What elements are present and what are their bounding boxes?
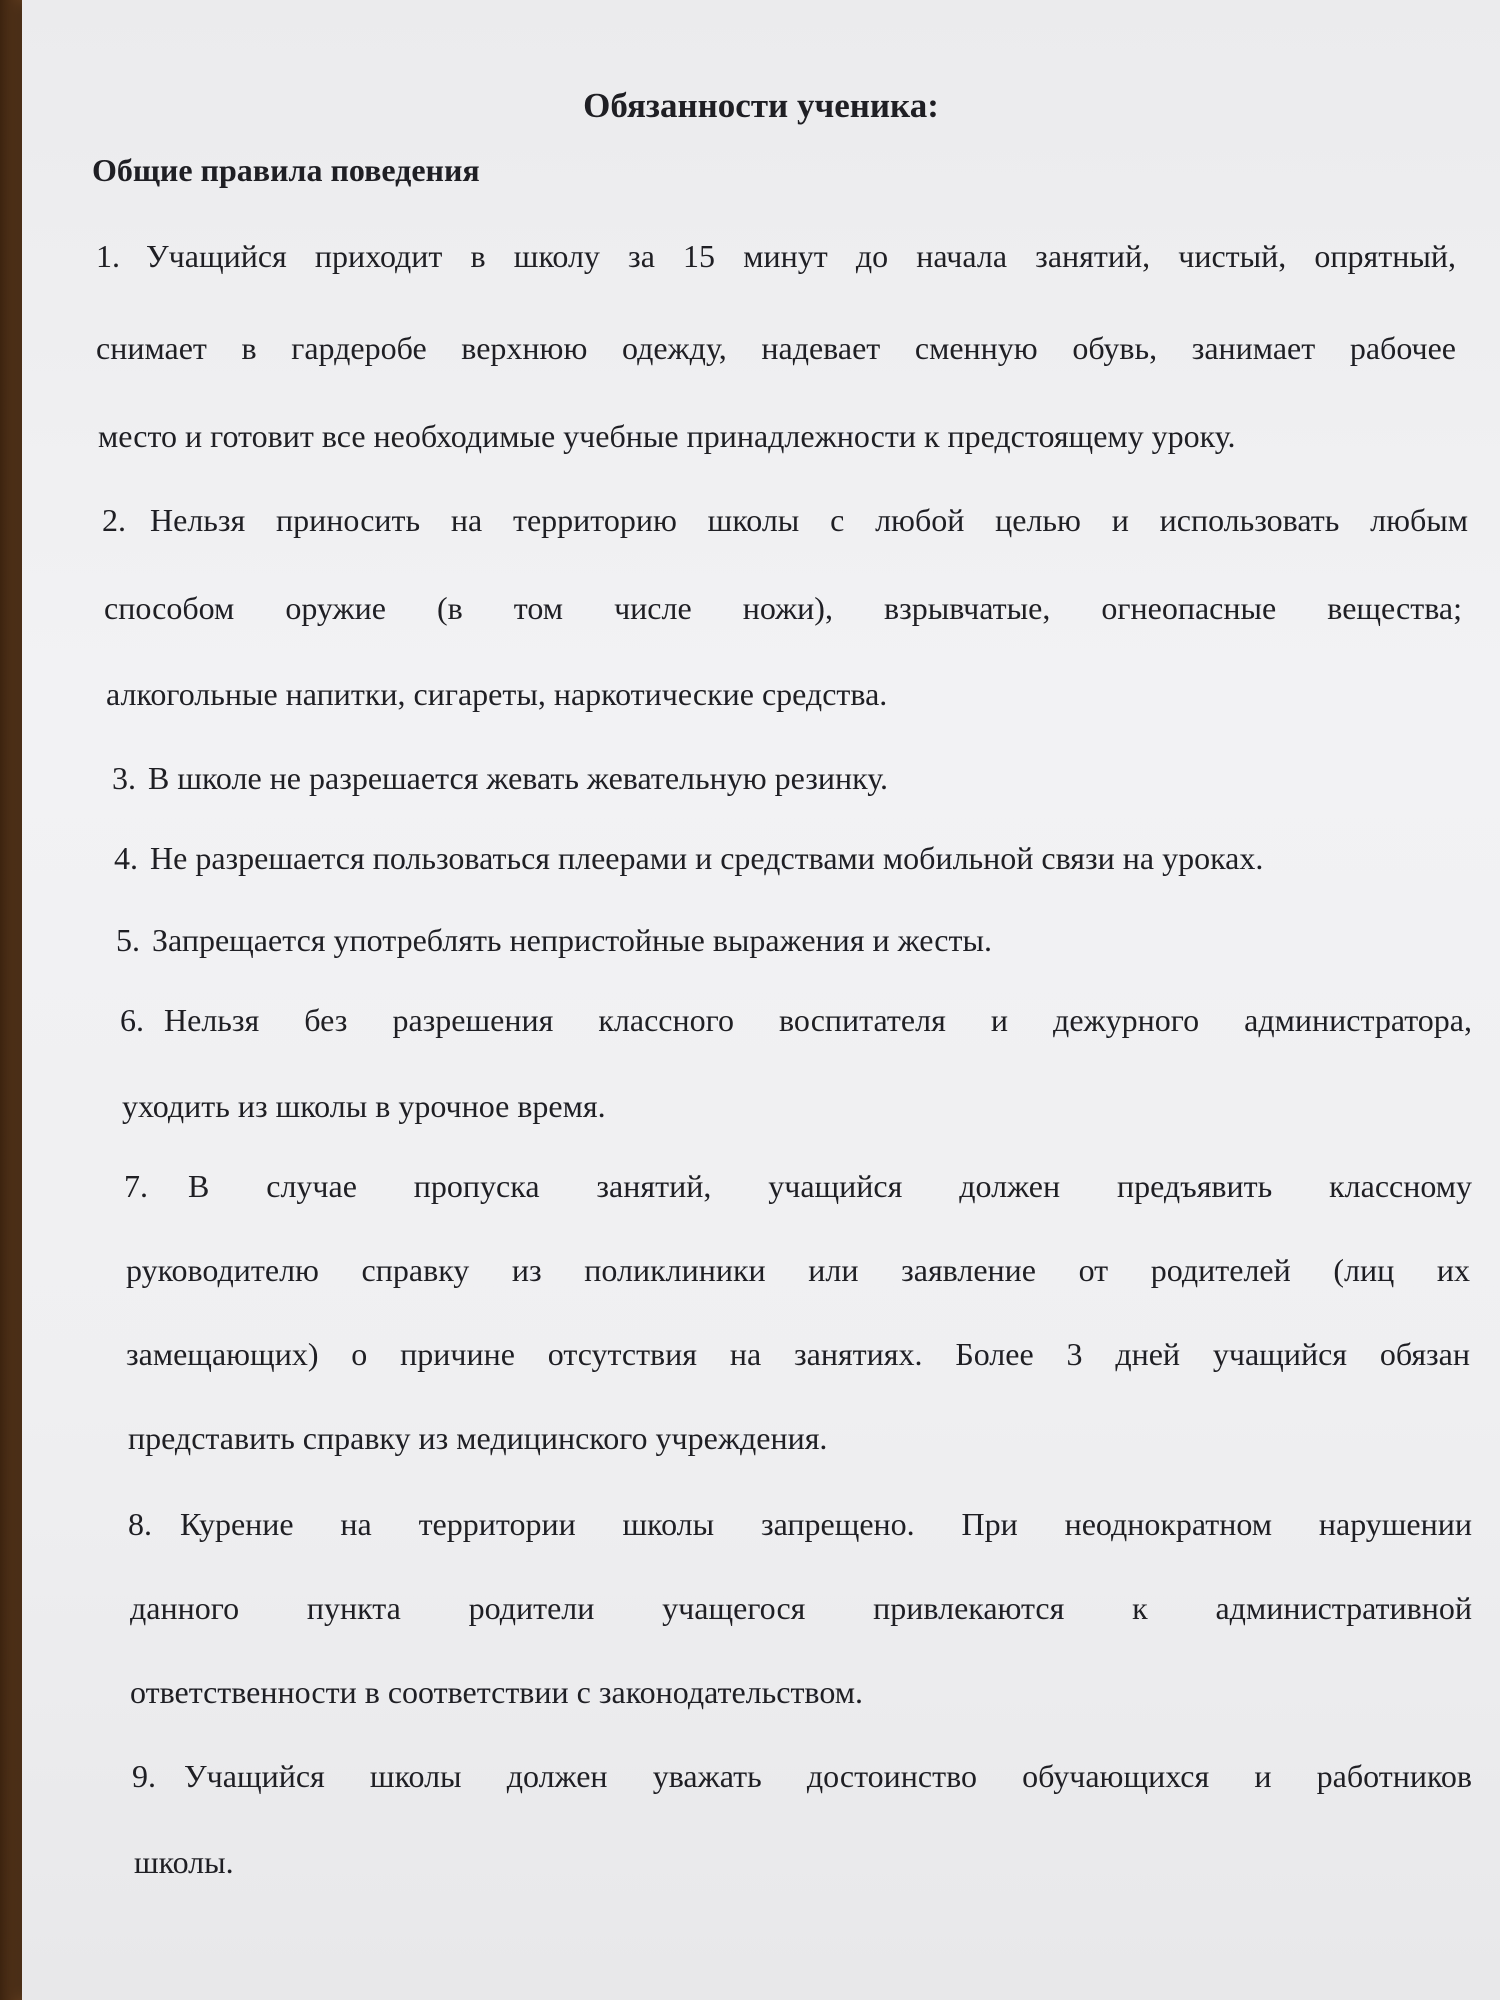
rule-7-line-1 — [124, 1170, 1472, 1202]
rule-2-number: 2. — [102, 502, 126, 538]
rule-7-number: 7. — [124, 1168, 148, 1204]
rule-9-line-2: школы. — [134, 1844, 234, 1880]
rule-7-text: В случае пропуска занятий, учащийся должен предъявить классному — [188, 1168, 1472, 1204]
rule-6-text: Нельзя без разрешения классного воспитателя и дежурного администратора, — [164, 1002, 1472, 1038]
rule-5-line-1 — [116, 924, 992, 956]
rule-1-line-2: снимает в гардеробе верхнюю одежду, надевает сменную обувь, занимает рабочее — [96, 330, 1456, 366]
rule-2-line-1 — [102, 504, 1468, 536]
rule-1-text: Учащийся приходит в школу за 15 минут до начала занятий, чистый, опрятный, — [146, 238, 1456, 274]
rule-4-text: Не разрешается пользоваться плеерами и средствами мобильной связи на уроках. — [150, 840, 1264, 876]
rule-7-line-2: руководителю справку из поликлиники или заявление от родителей (лиц их — [126, 1252, 1470, 1288]
rule-4-line-1 — [114, 842, 1263, 874]
rule-7-line-4: представить справку из медицинского учреждения. — [128, 1420, 828, 1456]
rule-8-number: 8. — [128, 1506, 152, 1542]
paper-sheet — [22, 0, 1500, 2000]
rule-5-number: 5. — [116, 922, 140, 958]
rule-1-line-3: место и готовит все необходимые учебные принадлежности к предстоящему уроку. — [98, 418, 1236, 454]
rule-8-line-1 — [128, 1508, 1472, 1540]
section-title: Общие правила поведения — [92, 152, 480, 188]
rule-8-text: Курение на территории школы запрещено. При неоднократном нарушении — [180, 1506, 1472, 1542]
rule-2-line-3: алкогольные напитки, сигареты, наркотические средства. — [106, 676, 888, 712]
rule-4-number: 4. — [114, 840, 138, 876]
rule-1-number: 1. — [96, 238, 120, 274]
rule-2-line-2: способом оружие (в том числе ножи), взрывчатые, огнеопасные вещества; — [104, 590, 1462, 626]
rule-8-line-2: данного пункта родители учащегося привлекаются к административной — [130, 1590, 1472, 1626]
rule-6-line-1 — [120, 1004, 1472, 1036]
rule-8-line-3: ответственности в соответствии с законодательством. — [130, 1674, 863, 1710]
rule-6-number: 6. — [120, 1002, 144, 1038]
rule-9-line-1 — [132, 1760, 1472, 1792]
rule-7-line-3: замещающих) о причине отсутствия на занятиях. Более 3 дней учащийся обязан — [126, 1336, 1470, 1372]
rule-1-line-1 — [96, 240, 1456, 272]
rule-2-text: Нельзя приносить на территорию школы с любой целью и использовать любым — [150, 502, 1468, 538]
document-title: Обязанности ученика: — [583, 86, 939, 125]
rule-9-text: Учащийся школы должен уважать достоинство обучающихся и работников — [184, 1758, 1472, 1794]
rule-6-line-2: уходить из школы в урочное время. — [122, 1088, 606, 1124]
rule-3-number: 3. — [112, 760, 136, 796]
rule-5-text: Запрещается употреблять непристойные выражения и жесты. — [152, 922, 992, 958]
rule-9-number: 9. — [132, 1758, 156, 1794]
rule-3-text: В школе не разрешается жевать жевательную резинку. — [148, 760, 889, 796]
rule-3-line-1 — [112, 762, 888, 794]
